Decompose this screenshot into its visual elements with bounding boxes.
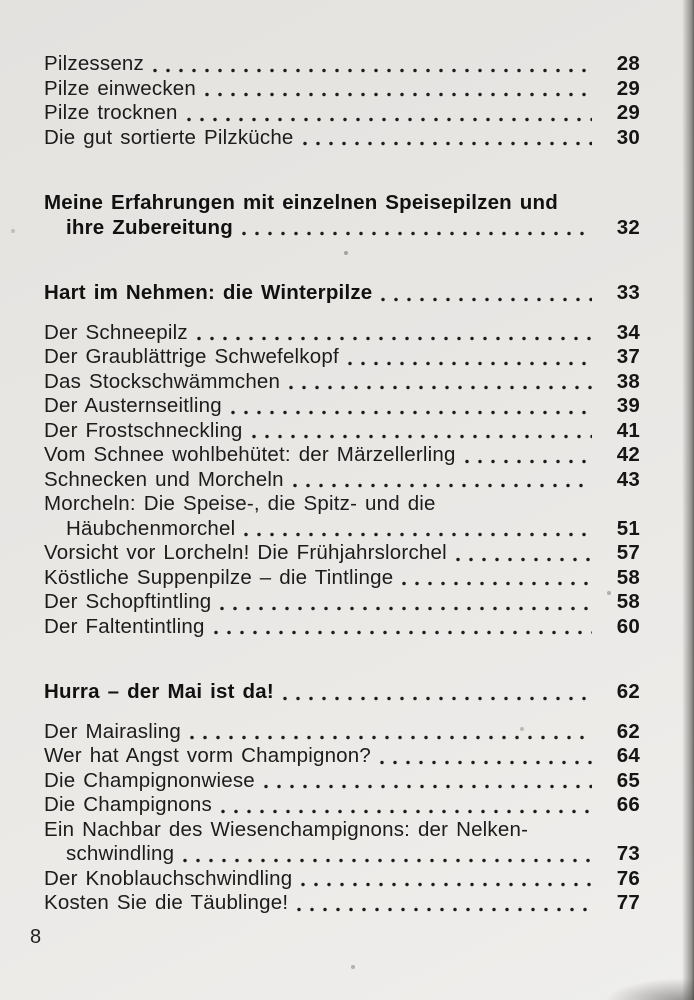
dot-leader [293,482,592,489]
dot-leader [264,783,592,790]
section-heading-label: ihre Zubereitung [66,215,233,239]
toc-entry-label: Wer hat Angst vorm Champignon? [44,744,371,767]
toc-entry-page: 51 [616,516,640,540]
toc-entry [44,370,640,395]
toc-entry [44,818,640,843]
toc-entry-page: 28 [616,52,640,75]
toc-entry [44,566,640,591]
scan-corner-smudge [604,978,694,1000]
toc-entry-page: 73 [616,842,640,865]
dot-leader [190,734,592,741]
toc-entry [44,720,640,745]
dot-leader [283,695,592,702]
dot-leader [402,580,592,587]
dot-leader [242,230,592,237]
dot-leader [197,335,592,342]
dot-leader [381,296,592,303]
dot-leader [289,384,592,391]
section-heading-label: Hurra – der Mai ist da! [44,680,274,703]
dot-leader [301,881,592,888]
toc-entry-label: Häubchenmorchel [66,516,236,540]
dot-leader [252,433,592,440]
dot-leader [183,857,592,864]
section-heading [44,680,640,705]
toc-entry [44,468,640,493]
toc-entry-label: Pilzessenz [44,52,144,75]
toc-entry-label: Der Knoblauchschwindling [44,866,293,890]
toc-entry-label: Das Stockschwämmchen [44,369,281,393]
toc-entry [44,345,640,370]
toc-entry-page: 43 [616,467,640,491]
toc-entry-label: Schnecken und Morcheln [44,467,284,491]
toc-entry-page: 57 [616,541,640,564]
toc-entry-label: Der Faltentintling [44,614,205,638]
toc-entry [44,793,640,818]
toc-entry-page: 76 [616,866,640,890]
toc-entry-page: 58 [616,565,640,589]
section-heading [44,281,640,306]
toc-entry [44,867,640,892]
dot-leader [220,605,592,612]
toc-entry [44,443,640,468]
section-heading-label: Meine Erfahrungen mit einzelnen Speisepilzen und [44,191,558,214]
toc-entry-page: 37 [616,345,640,368]
dot-leader [221,808,592,815]
section-heading-continuation [44,216,640,241]
toc-entry-page: 30 [616,125,640,149]
dot-leader [244,531,592,538]
dot-leader [348,360,592,367]
toc-entry-page: 34 [616,320,640,344]
toc-entry [44,419,640,444]
toc-entry-page: 64 [616,744,640,767]
toc-entry [44,126,640,151]
dot-leader [187,116,592,123]
toc-entry-page: 65 [616,768,640,792]
dot-leader [153,67,592,74]
toc-entry [44,769,640,794]
toc-entry [44,615,640,640]
toc-entry-label: schwindling [66,842,175,865]
scan-specks [0,0,2,2]
dot-leader [303,140,592,147]
toc-entry-label: Vorsicht vor Lorcheln! Die Frühjahrslorchel [44,541,447,564]
toc-entry-page: 29 [616,76,640,100]
toc-entry-page: 62 [616,719,640,743]
toc-entry-label: Der Schneepilz [44,320,188,344]
toc-entry-page: 60 [616,614,640,638]
toc-entry [44,744,640,769]
dot-leader [214,629,592,636]
toc-entry-label: Der Austernseitling [44,394,222,417]
toc-entry [44,77,640,102]
toc-entry-page: 66 [616,793,640,816]
toc-entry-label: Pilze trocknen [44,101,178,124]
toc-entry-label: Ein Nachbar des Wiesenchampignons: der Nelken- [44,817,529,841]
toc-entry [44,101,640,126]
toc-entry [44,492,640,517]
dot-leader [297,906,592,913]
toc-entry-label: Die Champignonwiese [44,768,255,792]
dot-leader [205,91,592,98]
toc-entry [44,52,640,77]
toc-entry-label: Pilze einwecken [44,76,196,100]
book-edge-shadow [682,0,694,1000]
toc-entry-label: Die Champignons [44,793,212,816]
toc-entry-page: 62 [616,680,640,703]
section-heading-label: Hart im Nehmen: die Winterpilze [44,281,373,304]
toc-entry-label: Kosten Sie die Täublinge! [44,891,289,914]
toc-entry-continuation [44,842,640,867]
toc-entry [44,321,640,346]
toc-entry-page: 41 [616,418,640,442]
toc-entry-page: 32 [616,215,640,239]
dot-leader [456,556,592,563]
toc-entry-label: Der Schopftintling [44,590,212,613]
dot-leader [380,759,592,766]
dot-leader [465,458,592,465]
toc-entry-page: 77 [616,891,640,914]
page-number: 8 [30,926,42,948]
toc-entry-page: 38 [616,369,640,393]
toc-entry [44,394,640,419]
toc-entry-label: Köstliche Suppenpilze – die Tintlinge [44,565,394,589]
toc-entry-label: Vom Schnee wohlbehütet: der Märzellerling [44,443,456,466]
toc-entry-page: 39 [616,394,640,417]
toc-entry-page: 42 [616,443,640,466]
toc-entry-label: Die gut sortierte Pilzküche [44,125,294,149]
dot-leader [231,409,592,416]
toc-entry-label: Der Mairasling [44,719,181,743]
toc-entry-label: Der Frostschneckling [44,418,243,442]
toc-entry [44,590,640,615]
toc-entry-page: 58 [616,590,640,613]
toc-entry-page: 29 [616,101,640,124]
toc-entry [44,891,640,916]
table-of-contents [44,52,640,916]
toc-entry-label: Der Graublättrige Schwefelkopf [44,345,339,368]
toc-entry-label: Morcheln: Die Speise-, die Spitz- und die [44,492,436,515]
section-heading [44,191,640,216]
toc-entry-continuation [44,517,640,542]
toc-entry-page: 33 [616,281,640,304]
toc-entry [44,541,640,566]
